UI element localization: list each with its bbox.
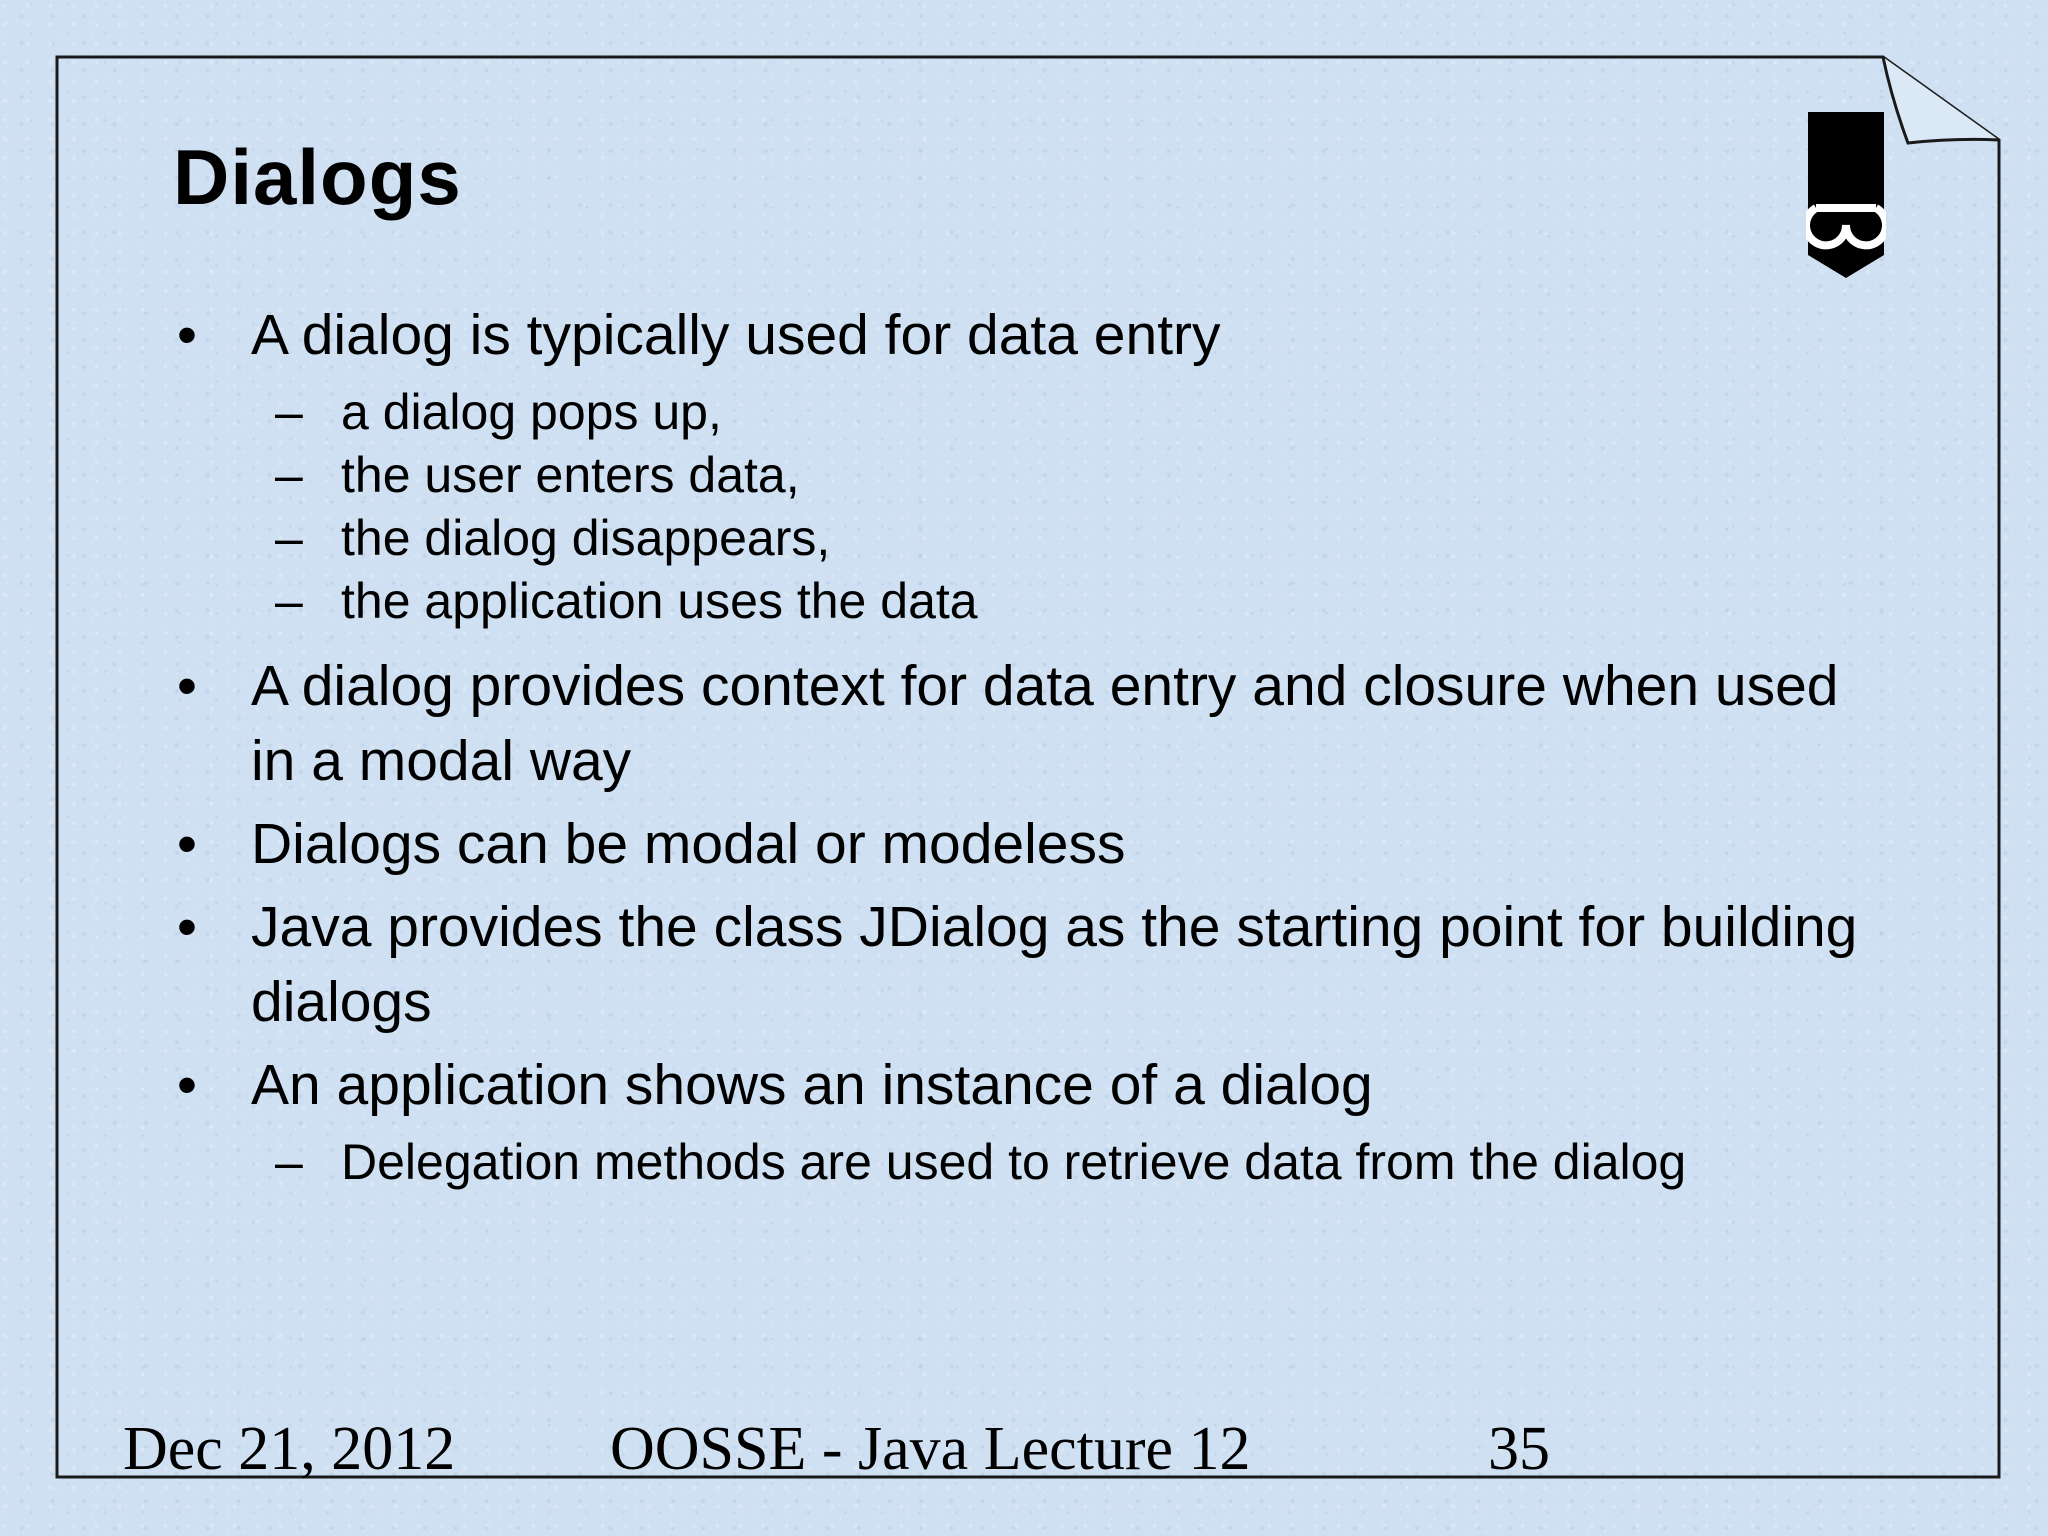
bullet-marker: •	[177, 812, 197, 876]
sub-bullet-marker: –	[275, 1134, 303, 1190]
university-crest-icon	[1806, 110, 1886, 280]
sub-bullet-text: the application uses the data	[341, 573, 978, 629]
bullet-text: Java provides the class JDialog as the starting point for building dialogs	[251, 895, 1858, 1034]
bullet-text: An application shows an instance of a dialog	[251, 1053, 1373, 1117]
sub-bullet-text: Delegation methods are used to retrieve data from the dialog	[341, 1134, 1687, 1190]
bullet-marker: •	[177, 1053, 197, 1117]
slide-content	[173, 298, 1893, 1210]
bullet-marker: •	[177, 895, 197, 959]
bullet-text: Dialogs can be modal or modeless	[251, 812, 1126, 876]
sub-bullet-marker: –	[275, 384, 303, 440]
sub-bullet-item	[173, 1131, 1893, 1194]
sub-bullet-item	[173, 570, 1893, 633]
sub-bullet-list	[173, 1131, 1893, 1194]
footer-page-number: 35	[1488, 1415, 1550, 1483]
sub-bullet-marker: –	[275, 510, 303, 566]
sub-bullet-item	[173, 444, 1893, 507]
bullet-item	[173, 890, 1893, 1040]
bullet-marker: •	[177, 654, 197, 718]
sub-bullet-marker: –	[275, 447, 303, 503]
sub-bullet-item	[173, 507, 1893, 570]
slide-title: Dialogs	[173, 133, 462, 221]
sub-bullet-list	[173, 381, 1893, 633]
footer-date: Dec 21, 2012	[123, 1415, 456, 1483]
sub-bullet-text: a dialog pops up,	[341, 384, 722, 440]
bullet-marker: •	[177, 303, 197, 367]
bullet-text: A dialog provides context for data entry and closure when used in a modal way	[251, 654, 1839, 793]
bullet-item	[173, 298, 1893, 373]
sub-bullet-text: the dialog disappears,	[341, 510, 831, 566]
footer-title: OOSSE - Java Lecture 12	[610, 1415, 1251, 1483]
page-curl-icon	[1883, 57, 1999, 143]
sub-bullet-marker: –	[275, 573, 303, 629]
sub-bullet-item	[173, 381, 1893, 444]
bullet-item	[173, 649, 1893, 799]
bullet-item	[173, 1048, 1893, 1123]
bullet-item	[173, 807, 1893, 882]
sub-bullet-text: the user enters data,	[341, 447, 800, 503]
bullet-text: A dialog is typically used for data entry	[251, 303, 1221, 367]
